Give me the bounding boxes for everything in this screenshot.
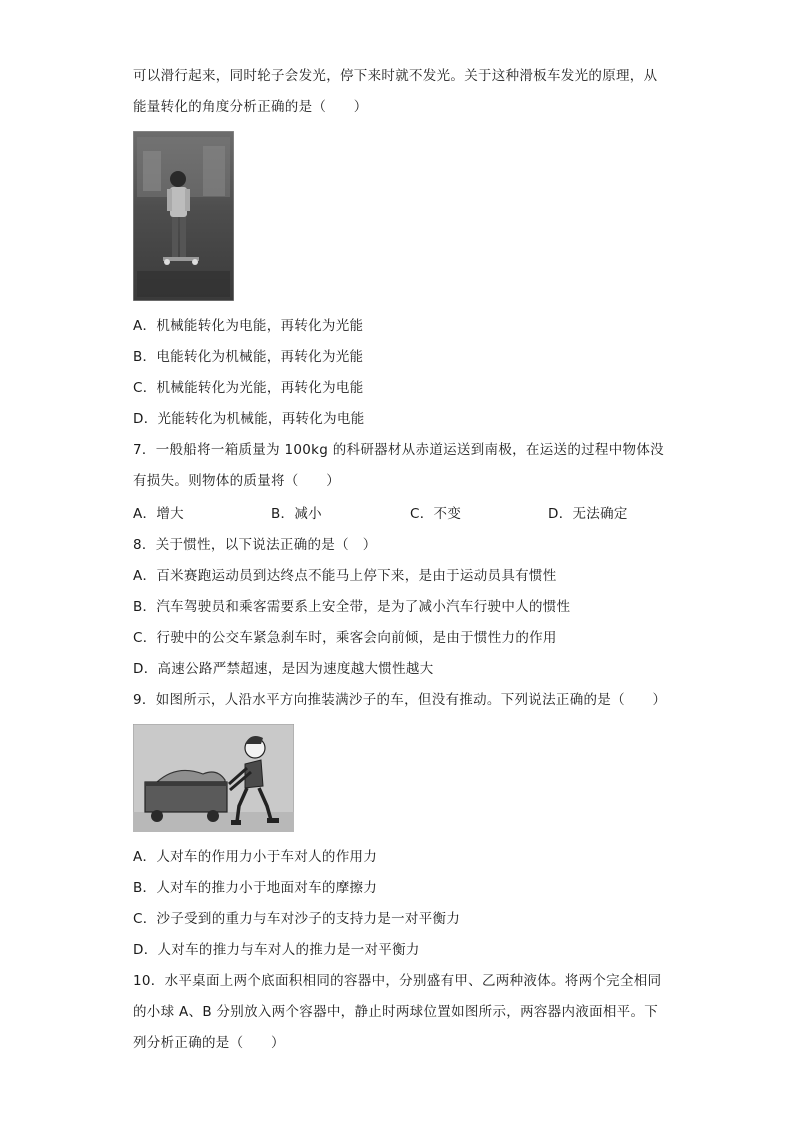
q9-option-c: C．沙子受到的重力与车对沙子的支持力是一对平衡力 bbox=[133, 911, 461, 927]
q10-stem-line1: 10．水平桌面上两个底面积相同的容器中，分别盛有甲、乙两种液体。将两个完全相同 bbox=[133, 973, 662, 989]
q8-option-c: C．行驶中的公交车紧急刹车时，乘客会向前倾，是由于惯性力的作用 bbox=[133, 630, 557, 646]
q7-option-d: D．无法确定 bbox=[548, 506, 628, 522]
q6-option-d: D．光能转化为机械能，再转化为电能 bbox=[133, 411, 365, 427]
q7-stem-line2: 有损失。则物体的质量将（ ） bbox=[133, 473, 340, 489]
q6-stem-line2: 能量转化的角度分析正确的是（ ） bbox=[133, 99, 368, 115]
q7-option-b: B．减小 bbox=[271, 506, 322, 522]
q6-option-b: B．电能转化为机械能，再转化为光能 bbox=[133, 349, 364, 365]
q7-option-a: A．增大 bbox=[133, 506, 184, 522]
q6-stem-line1: 可以滑行起来，同时轮子会发光，停下来时就不发光。关于这种滑板车发光的原理，从 bbox=[133, 68, 658, 84]
scooter-photo bbox=[133, 131, 234, 301]
q8-stem: 8．关于惯性，以下说法正确的是（ ） bbox=[133, 537, 377, 553]
q10-stem-line3: 列分析正确的是（ ） bbox=[133, 1035, 285, 1051]
q9-option-a: A．人对车的作用力小于车对人的作用力 bbox=[133, 849, 378, 865]
q6-option-c: C．机械能转化为光能，再转化为电能 bbox=[133, 380, 364, 396]
q8-option-b: B．汽车驾驶员和乘客需要系上安全带，是为了减小汽车行驶中人的惯性 bbox=[133, 599, 571, 615]
q10-stem-line2: 的小球 A、B 分别放入两个容器中，静止时两球位置如图所示，两容器内液面相平。下 bbox=[133, 1004, 659, 1020]
q8-option-d: D．高速公路严禁超速，是因为速度越大惯性越大 bbox=[133, 661, 434, 677]
q9-option-b: B．人对车的推力小于地面对车的摩擦力 bbox=[133, 880, 378, 896]
q8-option-a: A．百米赛跑运动员到达终点不能马上停下来，是由于运动员具有惯性 bbox=[133, 568, 557, 584]
q9-stem: 9．如图所示，人沿水平方向推装满沙子的车，但没有推动。下列说法正确的是（ ） bbox=[133, 692, 667, 708]
pushing-cart-illustration bbox=[133, 724, 294, 832]
q9-option-d: D．人对车的推力与车对人的推力是一对平衡力 bbox=[133, 942, 420, 958]
q7-stem-line1: 7．一般船将一箱质量为 100kg 的科研器材从赤道运送到南极，在运送的过程中物体没 bbox=[133, 442, 664, 458]
q7-option-c: C．不变 bbox=[410, 506, 462, 522]
q6-option-a: A．机械能转化为电能，再转化为光能 bbox=[133, 318, 364, 334]
